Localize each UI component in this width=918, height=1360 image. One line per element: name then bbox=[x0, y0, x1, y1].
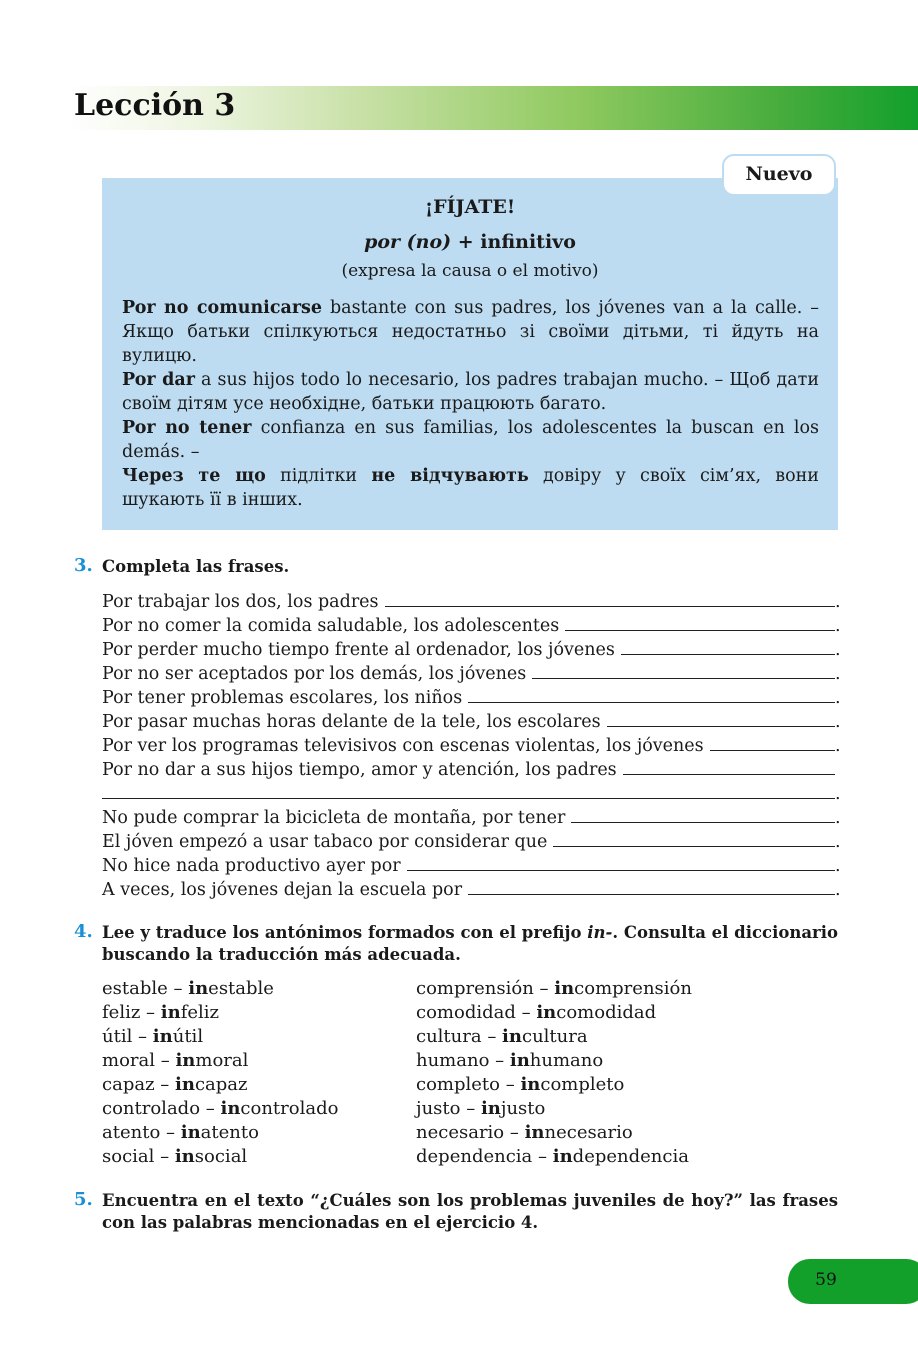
sentence-row bbox=[102, 589, 840, 613]
sentence-text: Por ver los programas televisivos con escenas violentas, los jóvenes bbox=[102, 736, 704, 756]
exercise-3-instruction: Completa las frases. bbox=[102, 557, 290, 576]
antonym-pair bbox=[416, 1025, 692, 1049]
antonym-pair bbox=[416, 1121, 692, 1145]
antonym-stem: capaz bbox=[194, 1074, 248, 1095]
antonym-base: necesario – bbox=[416, 1122, 525, 1143]
sentence-row bbox=[102, 637, 840, 661]
sentence-row bbox=[102, 781, 840, 805]
sentence-row bbox=[102, 757, 840, 781]
example-2 bbox=[122, 368, 819, 416]
antonym-base: estable – bbox=[102, 978, 189, 999]
antonym-stem: necesario bbox=[544, 1122, 633, 1143]
antonym-pair bbox=[416, 1145, 692, 1169]
sentence-row bbox=[102, 853, 840, 877]
antonym-stem: dependencia bbox=[572, 1146, 689, 1167]
sentence-text: Por tener problemas escolares, los niños bbox=[102, 688, 463, 708]
period: . bbox=[835, 736, 841, 756]
formula-italic: por (no) bbox=[364, 231, 452, 253]
period: . bbox=[835, 592, 841, 612]
antonym-base: cultura – bbox=[416, 1026, 503, 1047]
sentence-text: A veces, los jóvenes dejan la escuela por bbox=[102, 880, 463, 900]
antonym-prefix: in bbox=[554, 978, 575, 999]
antonym-pair bbox=[102, 977, 338, 1001]
antonym-prefix: in bbox=[509, 1050, 530, 1071]
antonym-prefix: in bbox=[220, 1098, 241, 1119]
antonym-base: útil – bbox=[102, 1026, 153, 1047]
period: . bbox=[835, 784, 841, 804]
sentence-text: Por trabajar los dos, los padres bbox=[102, 592, 379, 612]
sentence-row bbox=[102, 805, 840, 829]
antonym-pair bbox=[102, 1097, 338, 1121]
antonym-base: social – bbox=[102, 1146, 175, 1167]
antonym-pair bbox=[416, 1097, 692, 1121]
antonym-prefix: in bbox=[174, 1146, 195, 1167]
example-text: довіру у своїх сім’ях, вони шукають її в інших. bbox=[122, 466, 819, 510]
blank-line[interactable] bbox=[468, 685, 835, 703]
antonym-base: capaz – bbox=[102, 1074, 175, 1095]
antonym-base: humano – bbox=[416, 1050, 510, 1071]
sentence-row bbox=[102, 661, 840, 685]
example-text: bastante con sus padres, los jóvenes van a la calle. – Якщо батьки спілкуються недостатньо зі своїми дітьми, ті йдуть на вулицю. bbox=[122, 298, 819, 366]
example-bold: Por no comunicarse bbox=[122, 298, 323, 318]
blank-line[interactable] bbox=[385, 589, 835, 607]
antonym-prefix: in bbox=[524, 1122, 545, 1143]
antonym-stem: comodidad bbox=[556, 1002, 657, 1023]
exercise-5-number: 5. bbox=[74, 1189, 93, 1210]
formula-rest: + infinitivo bbox=[451, 231, 576, 253]
period: . bbox=[835, 640, 841, 660]
antonym-pair bbox=[416, 977, 692, 1001]
blank-line[interactable] bbox=[468, 877, 835, 895]
antonym-base: comprensión – bbox=[416, 978, 555, 999]
sentence-text: Por perder mucho tiempo frente al ordenador, los jóvenes bbox=[102, 640, 615, 660]
example-4 bbox=[122, 464, 819, 512]
antonym-pair bbox=[102, 1145, 338, 1169]
nuevo-tab: Nuevo bbox=[722, 154, 836, 196]
antonym-pair bbox=[102, 1073, 338, 1097]
antonym-prefix: in bbox=[180, 1122, 201, 1143]
antonym-stem: completo bbox=[540, 1074, 625, 1095]
antonym-pair bbox=[102, 1025, 338, 1049]
antonym-base: dependencia – bbox=[416, 1146, 553, 1167]
sentence-text: No hice nada productivo ayer por bbox=[102, 856, 401, 876]
example-bold: Через те що bbox=[122, 466, 266, 486]
blank-line[interactable] bbox=[571, 805, 835, 823]
antonym-stem: útil bbox=[172, 1026, 204, 1047]
antonym-base: moral – bbox=[102, 1050, 176, 1071]
blank-line[interactable] bbox=[553, 829, 835, 847]
antonym-base: controlado – bbox=[102, 1098, 221, 1119]
antonym-pair bbox=[102, 1049, 338, 1073]
antonym-prefix: in bbox=[160, 1002, 181, 1023]
antonym-prefix: in bbox=[502, 1026, 522, 1047]
instr-prefix: in- bbox=[587, 923, 613, 942]
sentence-row bbox=[102, 829, 840, 853]
antonym-pair bbox=[102, 1001, 338, 1025]
blank-line[interactable] bbox=[407, 853, 835, 871]
fijate-note: (expresa la causa o el motivo) bbox=[341, 261, 599, 281]
sentence-text: Por no dar a sus hijos tiempo, amor y atención, los padres bbox=[102, 760, 617, 780]
fijate-examples bbox=[122, 296, 819, 512]
blank-line[interactable] bbox=[565, 613, 835, 631]
antonym-prefix: in bbox=[520, 1074, 541, 1095]
antonym-base: comodidad – bbox=[416, 1002, 537, 1023]
sentence-row bbox=[102, 877, 840, 901]
antonyms-left-column bbox=[102, 977, 338, 1169]
antonym-prefix: in bbox=[175, 1050, 196, 1071]
blank-line[interactable] bbox=[102, 781, 835, 799]
blank-line[interactable] bbox=[621, 637, 835, 655]
antonym-pair bbox=[416, 1001, 692, 1025]
exercise-4-instruction bbox=[102, 922, 838, 966]
sentence-row bbox=[102, 733, 840, 757]
antonym-prefix: in bbox=[188, 978, 209, 999]
antonym-pair bbox=[416, 1073, 692, 1097]
example-1 bbox=[122, 296, 819, 368]
antonym-base: justo – bbox=[416, 1098, 481, 1119]
blank-line[interactable] bbox=[710, 733, 835, 751]
period: . bbox=[835, 664, 841, 684]
antonym-stem: social bbox=[194, 1146, 248, 1167]
example-bold: не відчувають bbox=[371, 466, 529, 486]
antonym-stem: justo bbox=[500, 1098, 546, 1119]
period: . bbox=[835, 832, 841, 852]
exercise-4-number: 4. bbox=[74, 921, 93, 942]
antonym-base: completo – bbox=[416, 1074, 521, 1095]
antonym-base: atento – bbox=[102, 1122, 181, 1143]
antonym-pair bbox=[102, 1121, 338, 1145]
sentence-text: Por no comer la comida saludable, los adolescentes bbox=[102, 616, 560, 636]
exercise-3-number: 3. bbox=[74, 555, 93, 576]
fijate-title: ¡FÍJATE! bbox=[424, 196, 516, 218]
antonym-stem: feliz bbox=[180, 1002, 220, 1023]
example-3 bbox=[122, 416, 819, 464]
instr-part: . Consulta el diccionario buscando la traducción más adecuada. bbox=[102, 923, 838, 964]
sentence-row bbox=[102, 613, 840, 637]
sentence-text: Por pasar muchas horas delante de la tele, los escolares bbox=[102, 712, 601, 732]
period: . bbox=[835, 856, 841, 876]
antonym-stem: atento bbox=[200, 1122, 259, 1143]
sentence-text: El jóven empezó a usar tabaco por considerar que bbox=[102, 832, 548, 852]
period: . bbox=[835, 688, 841, 708]
antonym-prefix: in bbox=[552, 1146, 573, 1167]
blank-line[interactable] bbox=[532, 661, 835, 679]
fijate-formula bbox=[102, 231, 838, 253]
example-text: a sus hijos todo lo necesario, los padres trabajan mucho. – Щоб дати своїм дітям усе необхідне, батьки працюють багато. bbox=[122, 370, 819, 414]
exercise-3-sentences bbox=[102, 589, 840, 901]
antonym-prefix: in bbox=[536, 1002, 557, 1023]
blank-line[interactable] bbox=[607, 709, 835, 727]
antonym-stem: cultura bbox=[521, 1026, 588, 1047]
example-text: підлітки bbox=[265, 466, 372, 486]
example-bold: Por dar bbox=[122, 370, 195, 390]
antonym-stem: moral bbox=[195, 1050, 249, 1071]
sentence-text: Por no ser aceptados por los demás, los jóvenes bbox=[102, 664, 527, 684]
lesson-title: Lección 3 bbox=[74, 88, 236, 123]
antonym-prefix: in bbox=[152, 1026, 173, 1047]
antonym-stem: controlado bbox=[240, 1098, 339, 1119]
sentence-text: No pude comprar la bicicleta de montaña, por tener bbox=[102, 808, 566, 828]
instr-part: Lee y traduce los antónimos formados con el prefijo bbox=[102, 923, 588, 942]
antonym-base: feliz – bbox=[102, 1002, 161, 1023]
antonym-stem: comprensión bbox=[574, 978, 692, 999]
antonym-prefix: in bbox=[480, 1098, 501, 1119]
example-text: confianza en sus familias, los adolescentes la buscan en los demás. – bbox=[122, 418, 819, 462]
antonym-pair bbox=[416, 1049, 692, 1073]
exercise-5-instruction: Encuentra en el texto “¿Cuáles son los problemas juveniles de hoy?” las frases con las palabras mencionadas en el ejercicio 4. bbox=[102, 1191, 838, 1232]
period: . bbox=[835, 616, 841, 636]
period: . bbox=[835, 880, 841, 900]
period: . bbox=[835, 712, 841, 732]
antonym-prefix: in bbox=[175, 1074, 195, 1095]
antonym-stem: humano bbox=[529, 1050, 604, 1071]
antonym-stem: estable bbox=[208, 978, 274, 999]
blank-line[interactable] bbox=[623, 757, 835, 775]
page-number: 59 bbox=[815, 1270, 837, 1290]
sentence-row bbox=[102, 685, 840, 709]
antonyms-right-column bbox=[416, 977, 692, 1169]
example-bold: Por no tener bbox=[122, 418, 252, 438]
sentence-row bbox=[102, 709, 840, 733]
period: . bbox=[835, 808, 841, 828]
